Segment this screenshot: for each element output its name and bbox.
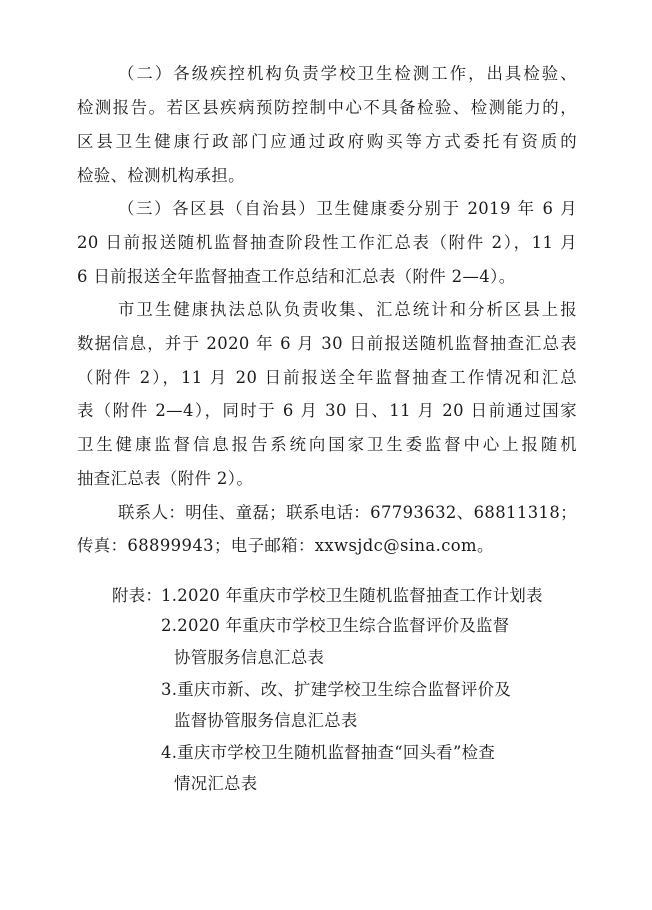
attachments-label: 附表： [112,586,163,605]
text-line: 抽查汇总表（附件 2）。 [77,469,254,488]
text-line: 卫生健康监督信息报告系统向国家卫生委监督中心上报随机 [77,435,577,454]
text-line: （附件 2），11 月 20 日前报送全年监督抽查工作情况和汇总 [77,368,577,387]
attachment-item-4: 4.重庆市学校卫生随机监督抽查“回头看”检查 [161,743,496,762]
attachment-item-3-cont: 监督协管服务信息汇总表 [174,711,358,730]
text-line: （三）各区县（自治县）卫生健康委分别于 2019 年 6 月 [118,199,577,218]
text-line: 6 日前报送全年监督抽查工作总结和汇总表（附件 2—4）。 [77,267,516,286]
contact-line: 传真：68899943；电子邮箱：xxwsjdc@sina.com。 [77,536,494,555]
text-line: 20 日前报送随机监督抽查阶段性工作汇总表（附件 2），11 月 [77,233,577,252]
text-line: 检测报告。若区县疾病预防控制中心不具备检验、检测能力的， [77,98,577,117]
attachment-item-3: 3.重庆市新、改、扩建学校卫生综合监督评价及 [161,680,512,699]
attachment-item-1: 1.2020 年重庆市学校卫生随机监督抽查工作计划表 [161,586,543,605]
text-line: 市卫生健康执法总队负责收集、汇总统计和分析区县上报 [118,300,577,319]
text-line: 区县卫生健康行政部门应通过政府购买等方式委托有资质的 [77,132,577,151]
attachment-item-2-cont: 协管服务信息汇总表 [174,648,325,667]
text-line: 表（附件 2—4），同时于 6 月 30 日、11 月 20 日前通过国家 [77,401,577,420]
text-line: 数据信息，并于 2020 年 6 月 30 日前报送随机监督抽查汇总表 [77,334,577,353]
attachment-item-4-cont: 情况汇总表 [174,774,258,793]
contact-line: 联系人：明佳、童磊；联系电话：67793632、68811318； [118,503,577,522]
attachment-item-2: 2.2020 年重庆市学校卫生综合监督评价及监督 [161,616,510,635]
text-line: 检验、检测机构承担。 [77,166,245,185]
text-line: （二）各级疾控机构负责学校卫生检测工作，出具检验、 [118,64,577,83]
